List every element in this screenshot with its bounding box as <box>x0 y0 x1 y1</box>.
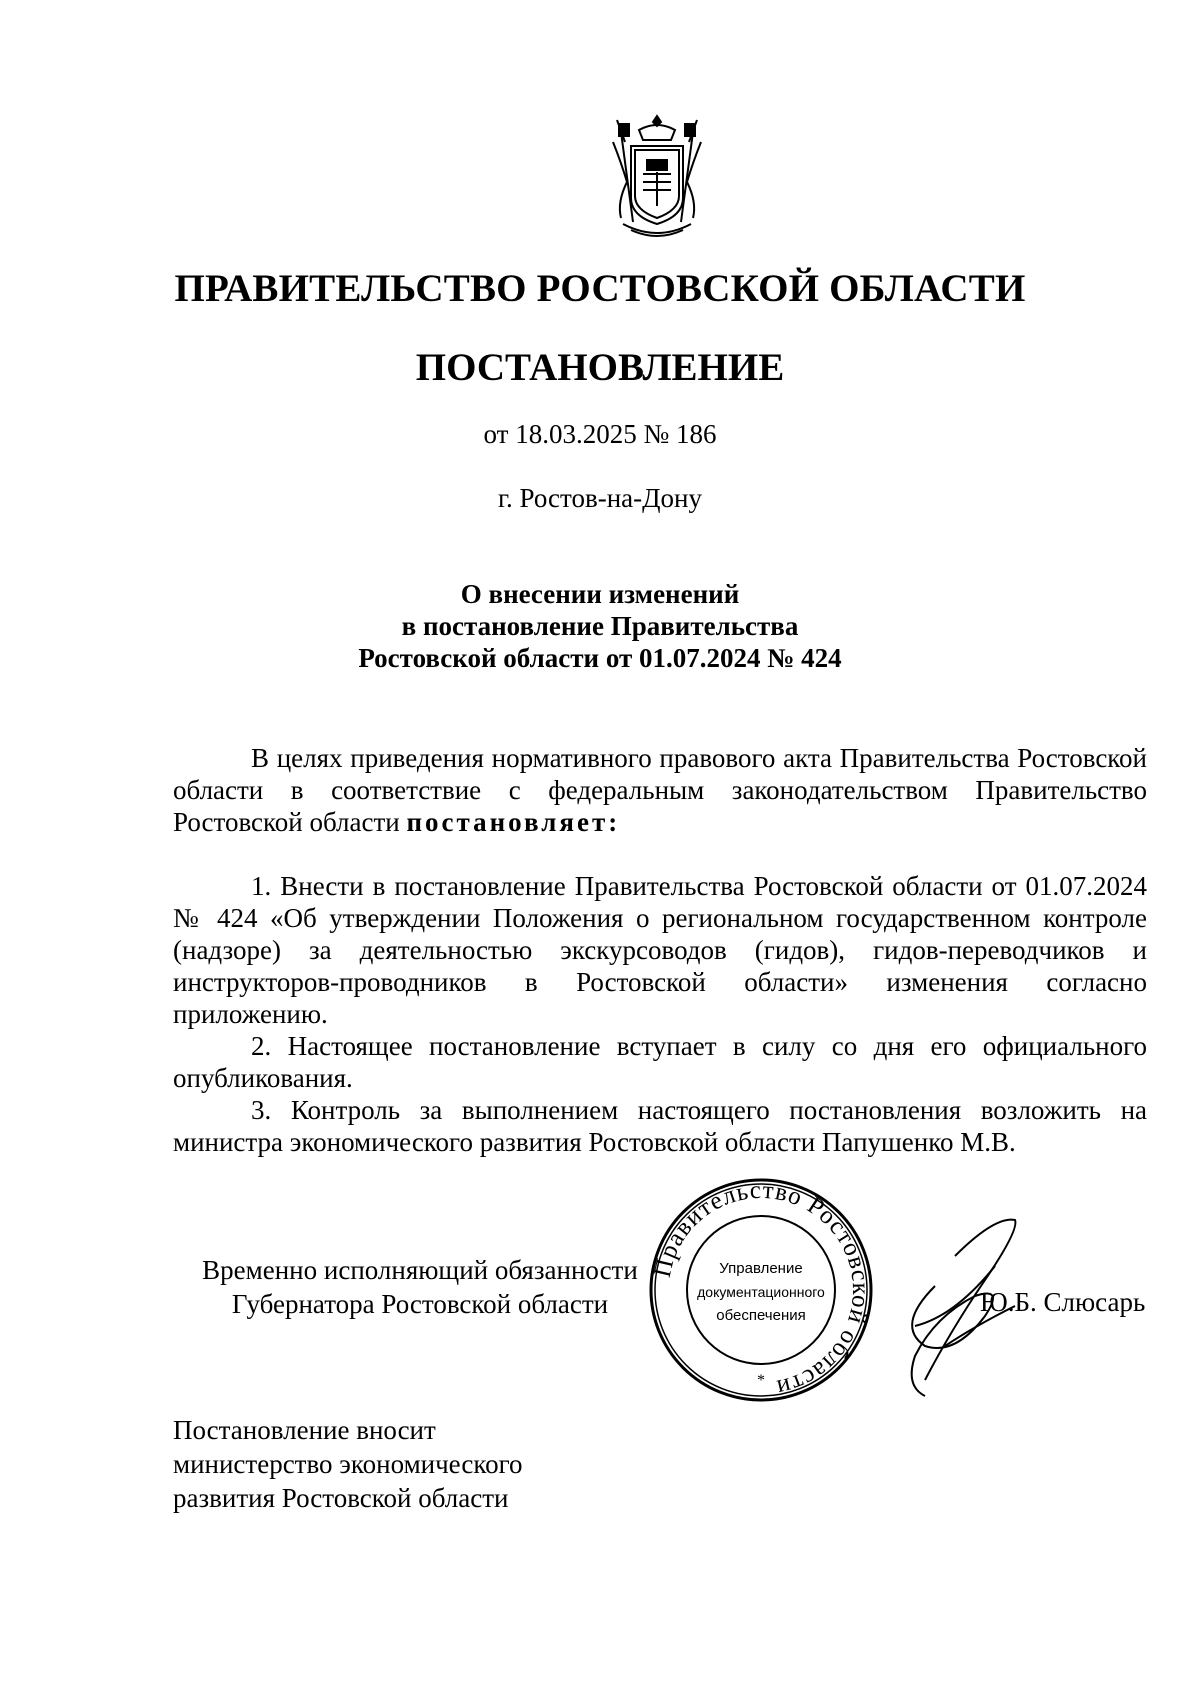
submitter-note <box>173 1413 522 1515</box>
document-city: г. Ростов-на-Дону <box>497 483 702 513</box>
svg-text:*: * <box>757 1372 765 1389</box>
document-subject <box>0 578 1200 674</box>
resolution-item: 2. Настоящее постановление вступает в силу со дня его официального опубликования. <box>173 1031 1147 1093</box>
resolution-item: 1. Внести в постановление Правительства Ростовской области от 01.07.2024 № 424 «Об утверждении Положения о региональном государственном контроле (надзоре) за деятельностью экскурсоводов (гидов), гидов-переводчиков и инструкторов-проводников в Ростовской области» изменения согласно приложению. <box>173 871 1147 1029</box>
svg-text:обеспечения: обеспечения <box>716 1307 806 1324</box>
subject-line: О внесении изменений <box>460 579 740 609</box>
svg-text:документационного: документационного <box>697 1284 825 1300</box>
signatory-position <box>180 1253 660 1321</box>
document-date-number: от 18.03.2025 № 186 <box>483 419 717 449</box>
preamble <box>173 742 1147 838</box>
position-line: Губернатора Ростовской области <box>231 1289 609 1319</box>
subject-line: в постановление Правительства <box>401 611 799 641</box>
decree-word: постановляет: <box>406 807 621 837</box>
preamble-text: В целях приведения нормативного правового акта Правительства Ростовской области в соответствие с федеральным законодательством Правительство Ростовской области <box>173 743 1147 837</box>
coat-of-arms-icon <box>601 112 713 242</box>
resolution-items <box>173 870 1147 1158</box>
position-line: Временно исполняющий обязанности <box>202 1255 638 1285</box>
svg-text:Правительство Ростовской облас: Правительство Ростовской области <box>648 1177 874 1402</box>
official-seal <box>648 1177 874 1403</box>
submitter-line: Постановление вносит <box>173 1415 436 1445</box>
government-title: ПРАВИТЕЛЬСТВО РОСТОВСКОЙ ОБЛАСТИ <box>174 267 1026 310</box>
submitter-line: развития Ростовской области <box>173 1483 509 1513</box>
subject-line: Ростовской области от 01.07.2024 № 424 <box>358 643 842 673</box>
document-type: ПОСТАНОВЛЕНИЕ <box>415 346 785 389</box>
submitter-line: министерство экономического <box>173 1449 523 1479</box>
signatory-name: Ю.Б. Слюсарь <box>980 1287 1146 1317</box>
svg-text:Управление: Управление <box>719 1260 803 1277</box>
resolution-item: 3. Контроль за выполнением настоящего постановления возложить на министра экономического развития Ростовской области Папушенко М.В. <box>173 1095 1147 1157</box>
